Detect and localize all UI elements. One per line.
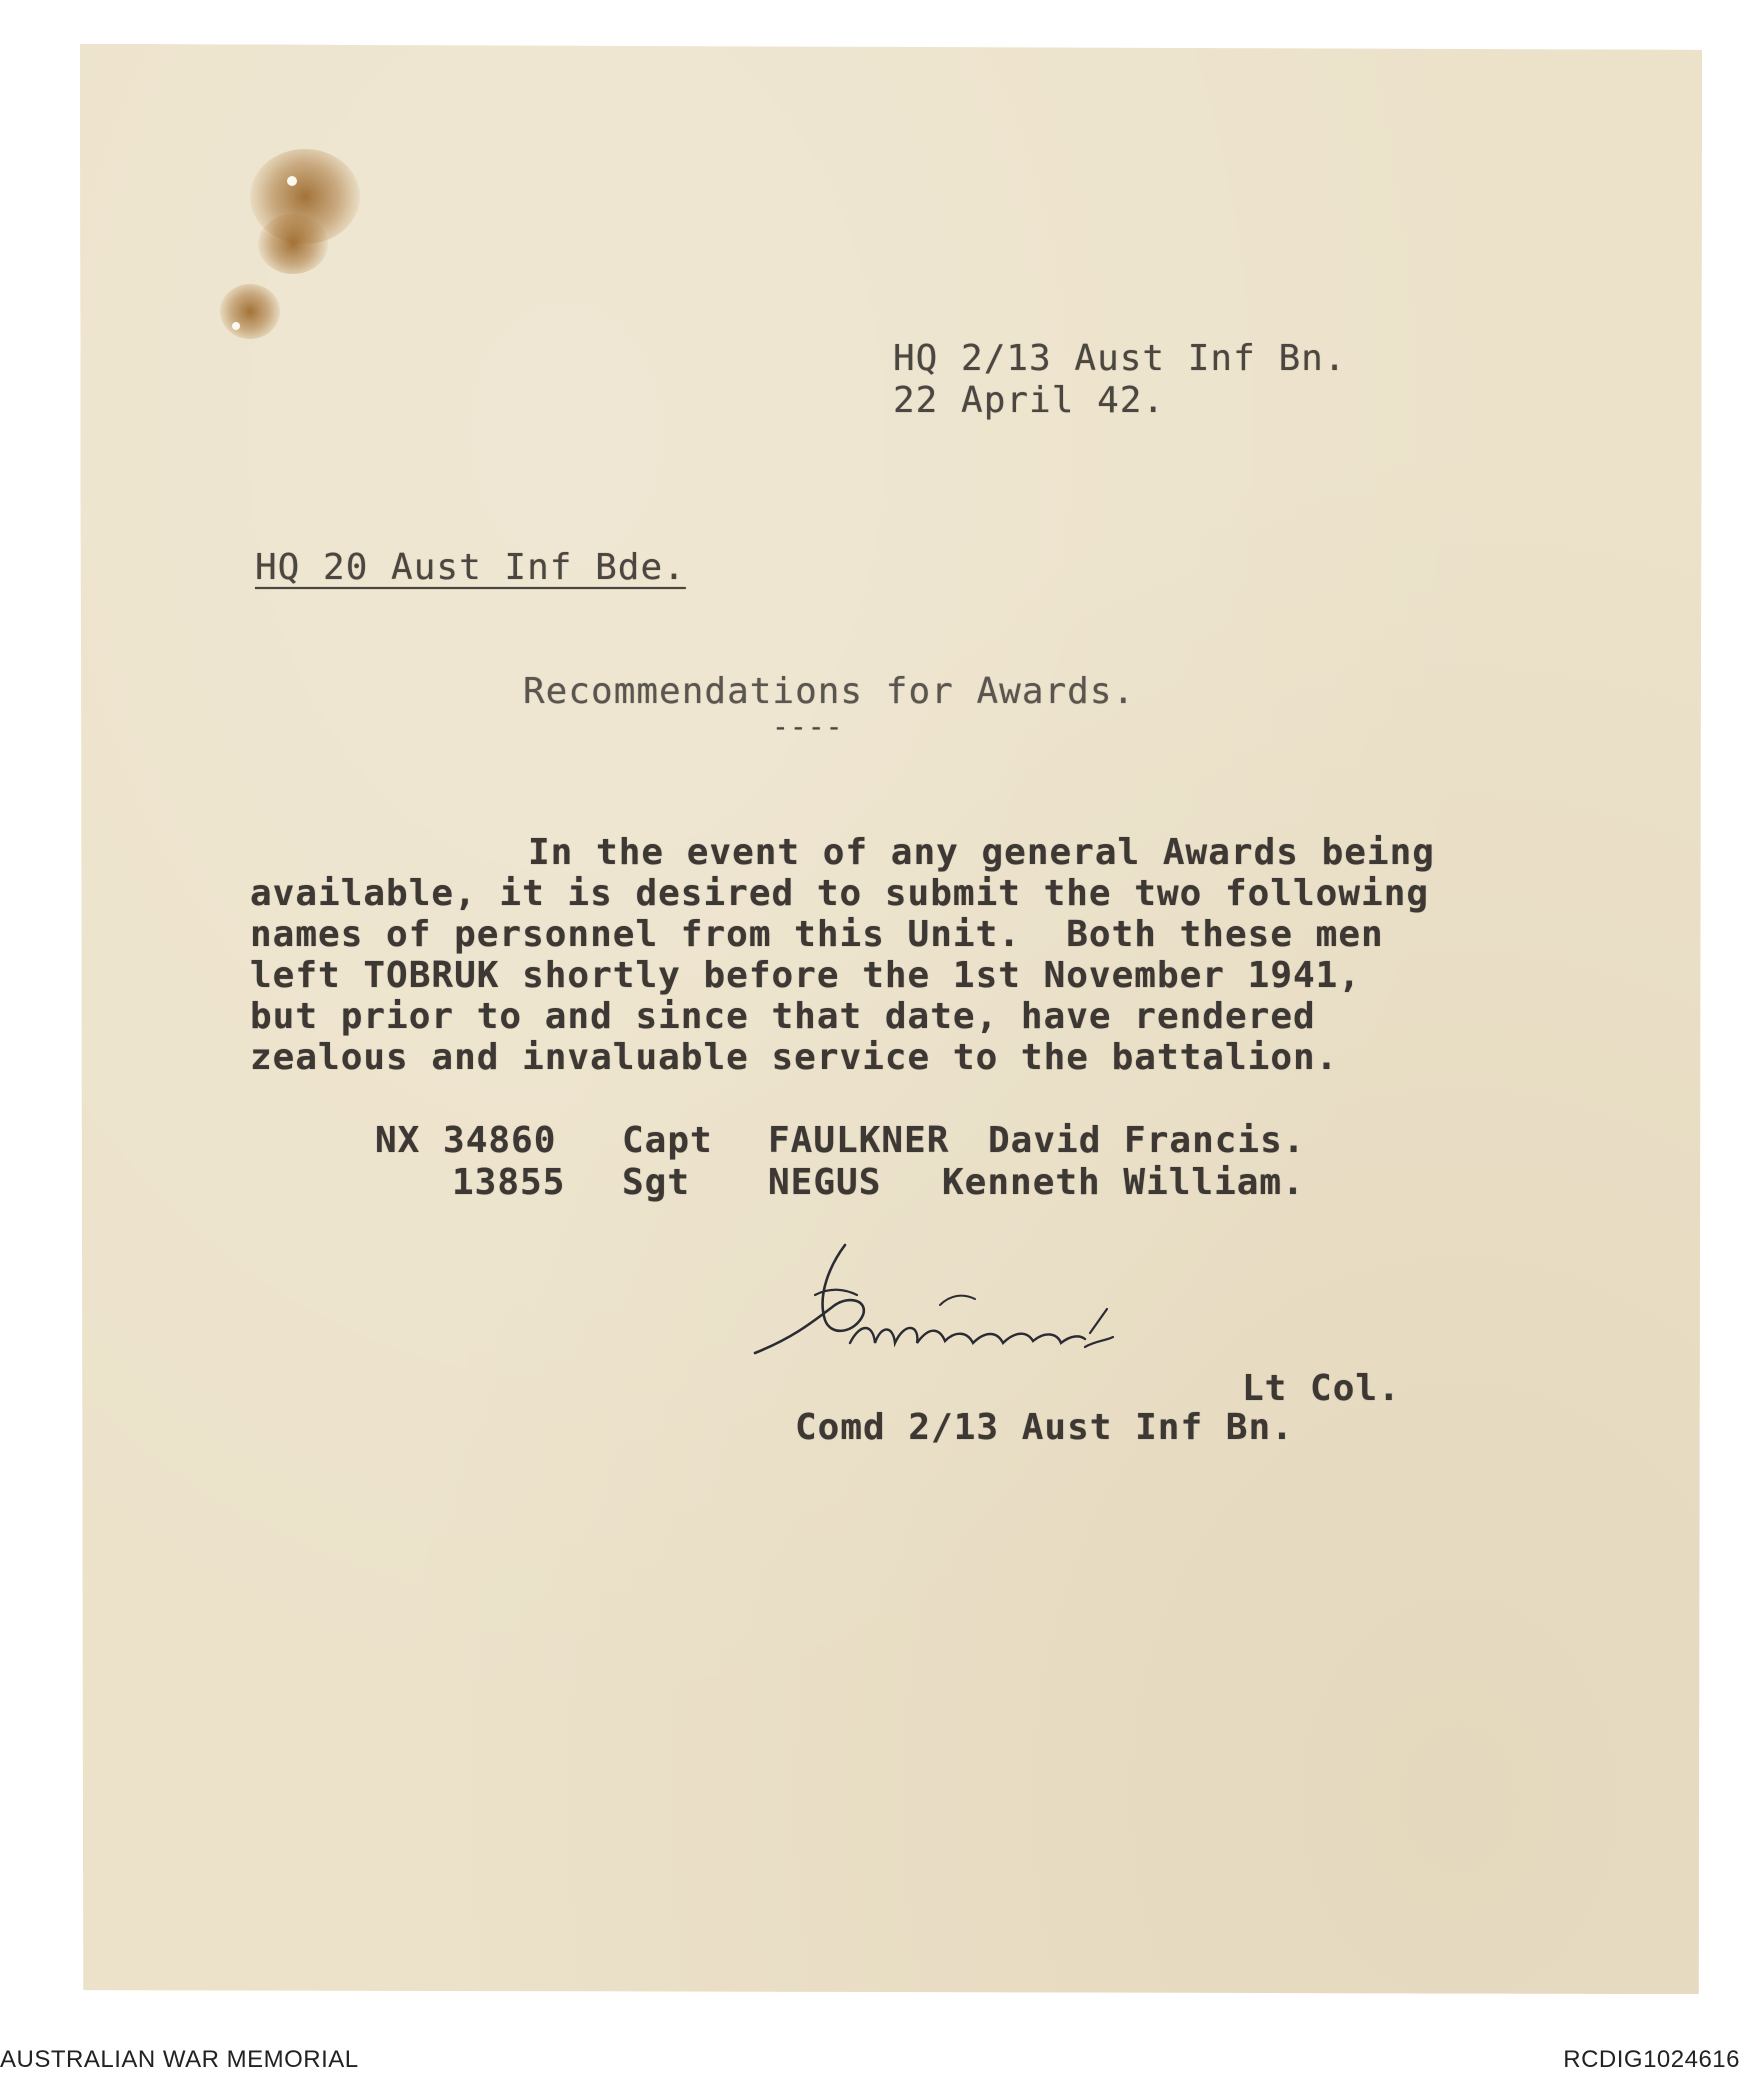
personnel-number: 13855	[452, 1162, 566, 1203]
rust-stain	[220, 284, 280, 339]
body-line: but prior to and since that date, have rendered	[250, 996, 1316, 1037]
body-line: zealous and invaluable service to the battalion.	[250, 1037, 1339, 1078]
staple-hole	[232, 322, 240, 330]
sender-unit: HQ 2/13 Aust Inf Bn.	[893, 338, 1347, 379]
personnel-rank: Sgt	[622, 1162, 691, 1203]
letter-date: 22 April 42.	[893, 380, 1166, 421]
archive-reference: RCDIG1024616	[1563, 2046, 1740, 2073]
body-line: names of personnel from this Unit. Both these men	[250, 914, 1384, 955]
staple-hole	[287, 176, 297, 186]
personnel-surname: FAULKNER	[768, 1120, 950, 1161]
subject-heading: Recommendations for Awards.	[523, 671, 1136, 712]
handwritten-signature	[735, 1225, 1255, 1385]
personnel-rank: Capt	[622, 1120, 713, 1161]
body-line: left TOBRUK shortly before the 1st November 1941,	[250, 955, 1362, 996]
rust-stain	[258, 214, 328, 274]
signatory-rank: Lt Col.	[1242, 1368, 1401, 1409]
body-line: available, it is desired to submit the two following	[250, 873, 1430, 914]
body-line: In the event of any general Awards being	[528, 832, 1435, 873]
signatory-appointment: Comd 2/13 Aust Inf Bn.	[795, 1407, 1294, 1448]
archive-credit: AUSTRALIAN WAR MEMORIAL	[0, 2046, 359, 2073]
personnel-surname: NEGUS	[768, 1162, 882, 1203]
subject-rule: ----	[772, 710, 844, 743]
personnel-given-names: Kenneth William.	[942, 1162, 1305, 1203]
addressee: HQ 20 Aust Inf Bde.	[255, 547, 686, 588]
personnel-number: NX 34860	[375, 1120, 557, 1161]
personnel-given-names: David Francis.	[988, 1120, 1306, 1161]
